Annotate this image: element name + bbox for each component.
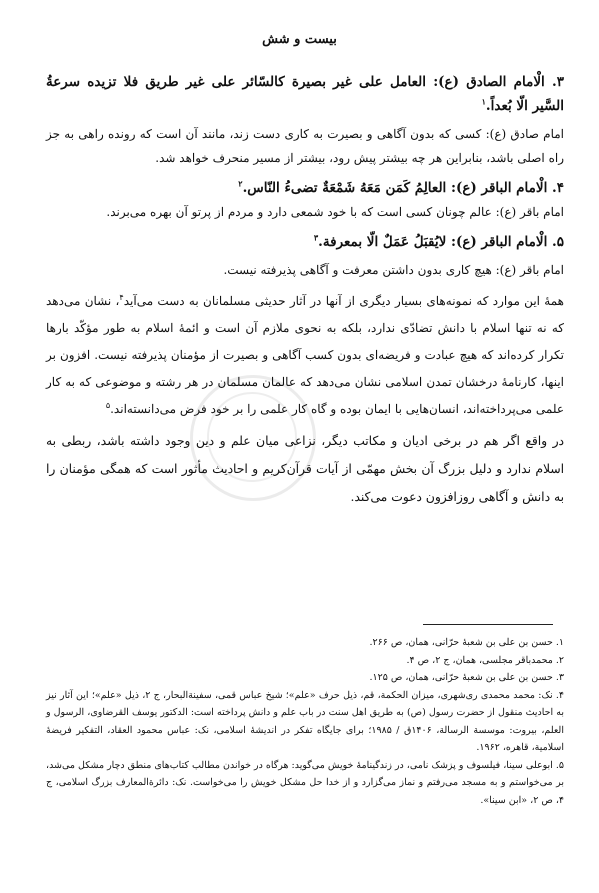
footnote-ref[interactable]: ۵ [105, 401, 111, 410]
page-header: بیست و شش [262, 32, 337, 47]
hadith-quote-5 [46, 230, 564, 254]
footnote-3: ۳. حسن بن علی بن شعبهٔ حرّانی، همان، ص ۱۲۵. [369, 672, 564, 683]
footnote-ref[interactable]: ۳ [313, 232, 319, 243]
quote-text: ۳. الْامام الصادق (ع): العامل علی غیر بصیرة کالسّائر علی غیر طریق فلا تزیده سرعةُ السَّیر الّا بُعداً. [46, 74, 564, 114]
footnotes [46, 634, 564, 809]
paragraph-text: همهٔ این موارد که نمونه‌های بسیار دیگری از آنها در آثار حدیثی مسلمانان به دست می‌آید [123, 294, 565, 308]
footnote-divider [423, 624, 553, 625]
footnote-ref[interactable]: ۴ [119, 293, 124, 302]
hadith-quote-4 [46, 176, 564, 200]
body-paragraph-1 [46, 288, 564, 423]
footnote-1: ۱. حسن بن علی بن شعبهٔ حرّانی، همان، ص ۲۶۶. [369, 637, 564, 648]
hadith-translation-5: امام باقر (ع): هیچ کاری بدون داشتن معرفت و آگاهی پذیرفته نیست. [223, 263, 564, 277]
main-text [46, 70, 564, 511]
footnote-5: ۵. ابوعلی سینا، فیلسوف و پزشک نامی، در زندگینامهٔ خویش می‌گوید: هرگاه در خواندن مطالب کتاب‌های منطق دچار مشکل می‌شد، بر می‌خواستم و به مسجد می‌رفتم و نماز می‌گزارد و از خدا حل مشکل خویش را می‌خواست. نک: دائرةالمعارف بزرگ اسلامی، ج ۴، ص ۲، «ابن سینا». [46, 759, 564, 806]
body-paragraph-2: در واقع اگر هم در برخی ادیان و مکاتب دیگر، نزاعی میان علم و دین وجود داشته باشد، ربطی به اسلام ندارد و دلیل بزرگ آن بخش مهمّی از آیات قرآن‌کریم و احادیث مأثور است که همگی مؤمنان را به دانش و آگاهی روزافزون دعوت می‌کند. [46, 434, 564, 504]
hadith-translation-4: امام باقر (ع): عالم چونان کسی است که با خود شمعی دارد و مردم از پرتو آن بهره می‌برند. [106, 205, 564, 219]
footnote-2: ۲. محمدباقر مجلسی، همان، ج ۲، ص ۴. [406, 654, 564, 666]
footnote-4: ۴. نک: محمد محمدی ری‌شهری، میزان الحکمة، قم، ذیل حرف «علم»؛ شیخ عباس قمی، سفینةالبحار، ج ۲، ذیل «علم»؛ این آثار نیز به احادیث منقول از حضرت رسول (ص) به طریق اهل سنت در باب علم و دانش پرداخته است: الدکتور یوسف القرضاوی، الرسول و العلم، بیروت: موسسة الرسالة، ۱۴۰۶ق / ۱۹۸۵؛ برای جایگاه تفکر در اندیشهٔ اسلامی، نک: عباس محمود العقاد، التفکیر فریضهٔ اسلامیة، قاهره، ۱۹۶۲. [46, 689, 564, 753]
quote-text: ۴. الْامام الباقر (ع): العالِمُ کَمَن مَعَهُ شَمْعَةٌ تضیءُ النّاس. [242, 180, 564, 196]
hadith-quote-3 [46, 70, 564, 118]
hadith-translation-3: امام صادق (ع): کسی که بدون آگاهی و بصیرت به کاری دست زند، مانند آن است که رونده راهی به جز راه اصلی باشد، بنابراین هر چه بیشتر پیش رود، بیشتر از مسیر منحرف خواهد شد. [46, 127, 564, 165]
quote-text: ۵. الْامام الباقر (ع): لایُقبَلُ عَمَلٌ الّا بمعرفة. [318, 234, 564, 250]
paragraph-text: ، نشان می‌دهد که نه تنها اسلام با دانش تضادّی ندارد، بلکه به نحوی ملازم آن است و ائمهٔ اسلام به طور مؤکّد بارها تکرار کرده‌اند که هیچ عبادت و فریضه‌ای بدون کسب آگاهی و بصیرت از مؤمنان پذیرفته نیست. افزون بر اینها، کارنامهٔ درخشان تمدن اسلامی نشان می‌دهد که عالمان مسلمان در هر رشته و موضوعی که به کار علمی می‌پرداخته‌اند، انسان‌هایی با ایمان بوده و گاه کار علمی را بر خود فرض می‌دانسته‌اند. [46, 294, 564, 416]
footnote-ref[interactable]: ۲ [238, 178, 243, 189]
footnote-ref[interactable]: ۱ [481, 96, 486, 107]
